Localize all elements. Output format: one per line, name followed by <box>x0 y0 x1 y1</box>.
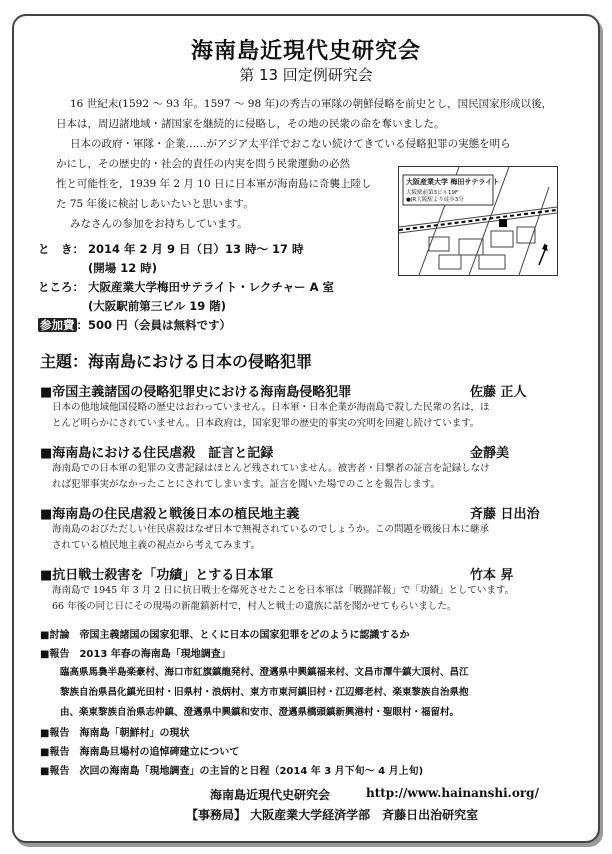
place-label: ところ： <box>38 280 84 294</box>
map-title: 大阪産業大学 梅田サテライト <box>406 178 500 186</box>
footer-office: 【事務局】 大阪産業大学経済学部 斉藤日出治研究室 <box>186 808 479 822</box>
date-row <box>38 240 304 259</box>
fee-row <box>38 316 231 335</box>
talk-desc: 海南島で 1945 年 3 月 2 日に抗日戦士を爆死させたことを日本軍は「戦闘詳報」で「功績」としています。 <box>52 585 515 596</box>
venue-map <box>398 166 558 276</box>
talk-desc: とんど明らかにされていません。日本政府は，国家犯罪の歴史的事実の究明を回避し続けています。 <box>52 418 480 429</box>
talk-desc: 海南島での日本軍の犯罪の文書記録はほとんど残されていません。被害者・目撃者の証言を記録しなけ <box>52 463 490 474</box>
place-value: 大阪産業大学梅田サテライト・レクチャー A 室 <box>88 280 334 294</box>
intro-line: 日本の政府・軍隊・企業……がアジア太平洋でおこない続けてきている侵略犯罪の実態を明ら <box>70 138 511 150</box>
flyer-title: 海南島近現代史研究会 <box>190 38 421 64</box>
village-list-line: 臨高県馬裊半島楽豪村、海口市紅旗鎮龍発村、澄邁県中興鎮福来村、文昌市潭牛鎮大頂村、昌江 <box>60 667 469 678</box>
intro-line: かにし，その歴史的・社会的責任の内実を問う民衆運動の必然 <box>56 158 350 170</box>
intro-line: た 75 年後に検討しあいたいと思います。 <box>56 198 254 210</box>
report-item: ■報告 海南島「朝鮮村」の現状 <box>40 728 190 739</box>
talk-desc: れば犯罪事実がなかったことにされてしまいます。証言を聞いた場でのことを報告します。 <box>52 479 440 490</box>
theme-heading: 主題：海南島における日本の侵略犯罪 <box>40 352 313 371</box>
intro-line: 16 世紀末(1592 ～ 93 年。1597 ～ 98 年)の秀吉の軍隊の朝鮮侵略を前史とし，国民国家形成以後， <box>70 98 553 110</box>
report-item: ■報告 次回の海南島「現地調査」の主旨的と日程（2014 年 3 月下旬～ 4 月上旬) <box>40 766 424 777</box>
date-label: と き： <box>38 242 84 256</box>
talk-title: ■抗日戦士殺害を「功績」とする日本軍 <box>40 568 274 583</box>
place-detail: (大阪駅前第三ビル 19 階) <box>88 299 227 313</box>
talk-speaker: 斉藤 日出治 <box>470 507 540 522</box>
village-list-line: 由、楽東黎族自治県志仲鎮、澄邁県中興鎮和安市、澄邁県橋頭鎮新興港村・聖眼村・福留村。 <box>60 707 460 718</box>
talk-desc: 海南島のおびただしい住民虐殺はなぜ日本で無視されているのでしょうか。この問題を戦後日本に継承 <box>52 524 490 535</box>
talk-speaker: 佐藤 正人 <box>470 385 527 400</box>
village-list-line: 黎族自治県昌化鎮光田村・旧県村・浪炳村、東方市東河鎮旧村・江辺郷老村、楽東黎族自治県抱 <box>60 687 469 698</box>
intro-line: 日本は，周辺諸地域・諸国家を継続的に侵略し，その地の民衆の命を奪いました。 <box>56 118 445 130</box>
talk-speaker: 竹本 昇 <box>470 568 514 583</box>
talk-title: ■海南島における住民虐殺 証言と記録 <box>40 446 274 461</box>
talk-desc: 66 年後の同じ日にその現場の新龍鎮新村で，村人と戦士の遺族に話を聞かせてもらいました。 <box>52 601 457 612</box>
map-note: 大阪駅前第3ビル19F <box>406 190 459 196</box>
talk-speaker: 金靜美 <box>470 446 510 461</box>
date-value: 2014 年 2 月 9 日（日）13 時～ 17 時 <box>88 242 304 256</box>
open-time: (開場 12 時) <box>88 261 158 275</box>
report-item: ■報告 2013 年春の海南島「現地調査」 <box>40 649 231 660</box>
talk-desc: されている植民地主義の視点から考えてみます。 <box>52 540 261 551</box>
talk-title: ■帝国主義諸国の侵略犯罪史における海南島侵略犯罪 <box>40 385 352 400</box>
talk-desc: 日本の他地域他国侵略の歴史はおわっていません。日本軍・日本企業が海南島で殺した民衆の名は，ほ <box>52 402 490 413</box>
fee-label: 参加費 <box>40 318 75 332</box>
intro-line: みなさんの参加をお持ちしています。 <box>70 218 248 230</box>
footer-org: 海南島近現代史研究会 <box>210 788 331 802</box>
report-item: ■報告 海南島旦場村の追悼碑建立について <box>40 747 240 758</box>
talk-title: ■海南島の住民虐殺と戦後日本の植民地主義 <box>40 507 300 522</box>
place-row <box>38 278 334 297</box>
fee-value: ：500 円（会員は無料です） <box>76 318 232 332</box>
flyer-subtitle: 第 13 回定例研究会 <box>239 66 373 84</box>
map-note: ●JR大阪駅より徒歩3分 <box>406 197 464 203</box>
footer-url[interactable]: http://www.hainanshi.org/ <box>366 786 539 800</box>
discussion-item: ■討論 帝国主義諸国の国家犯罪、とくに日本の国家犯罪をどのように認識するか <box>40 630 410 641</box>
intro-line: 性と可能性を，1939 年 2 月 10 日に日本軍が海南島に奇襲上陸し <box>56 178 372 190</box>
